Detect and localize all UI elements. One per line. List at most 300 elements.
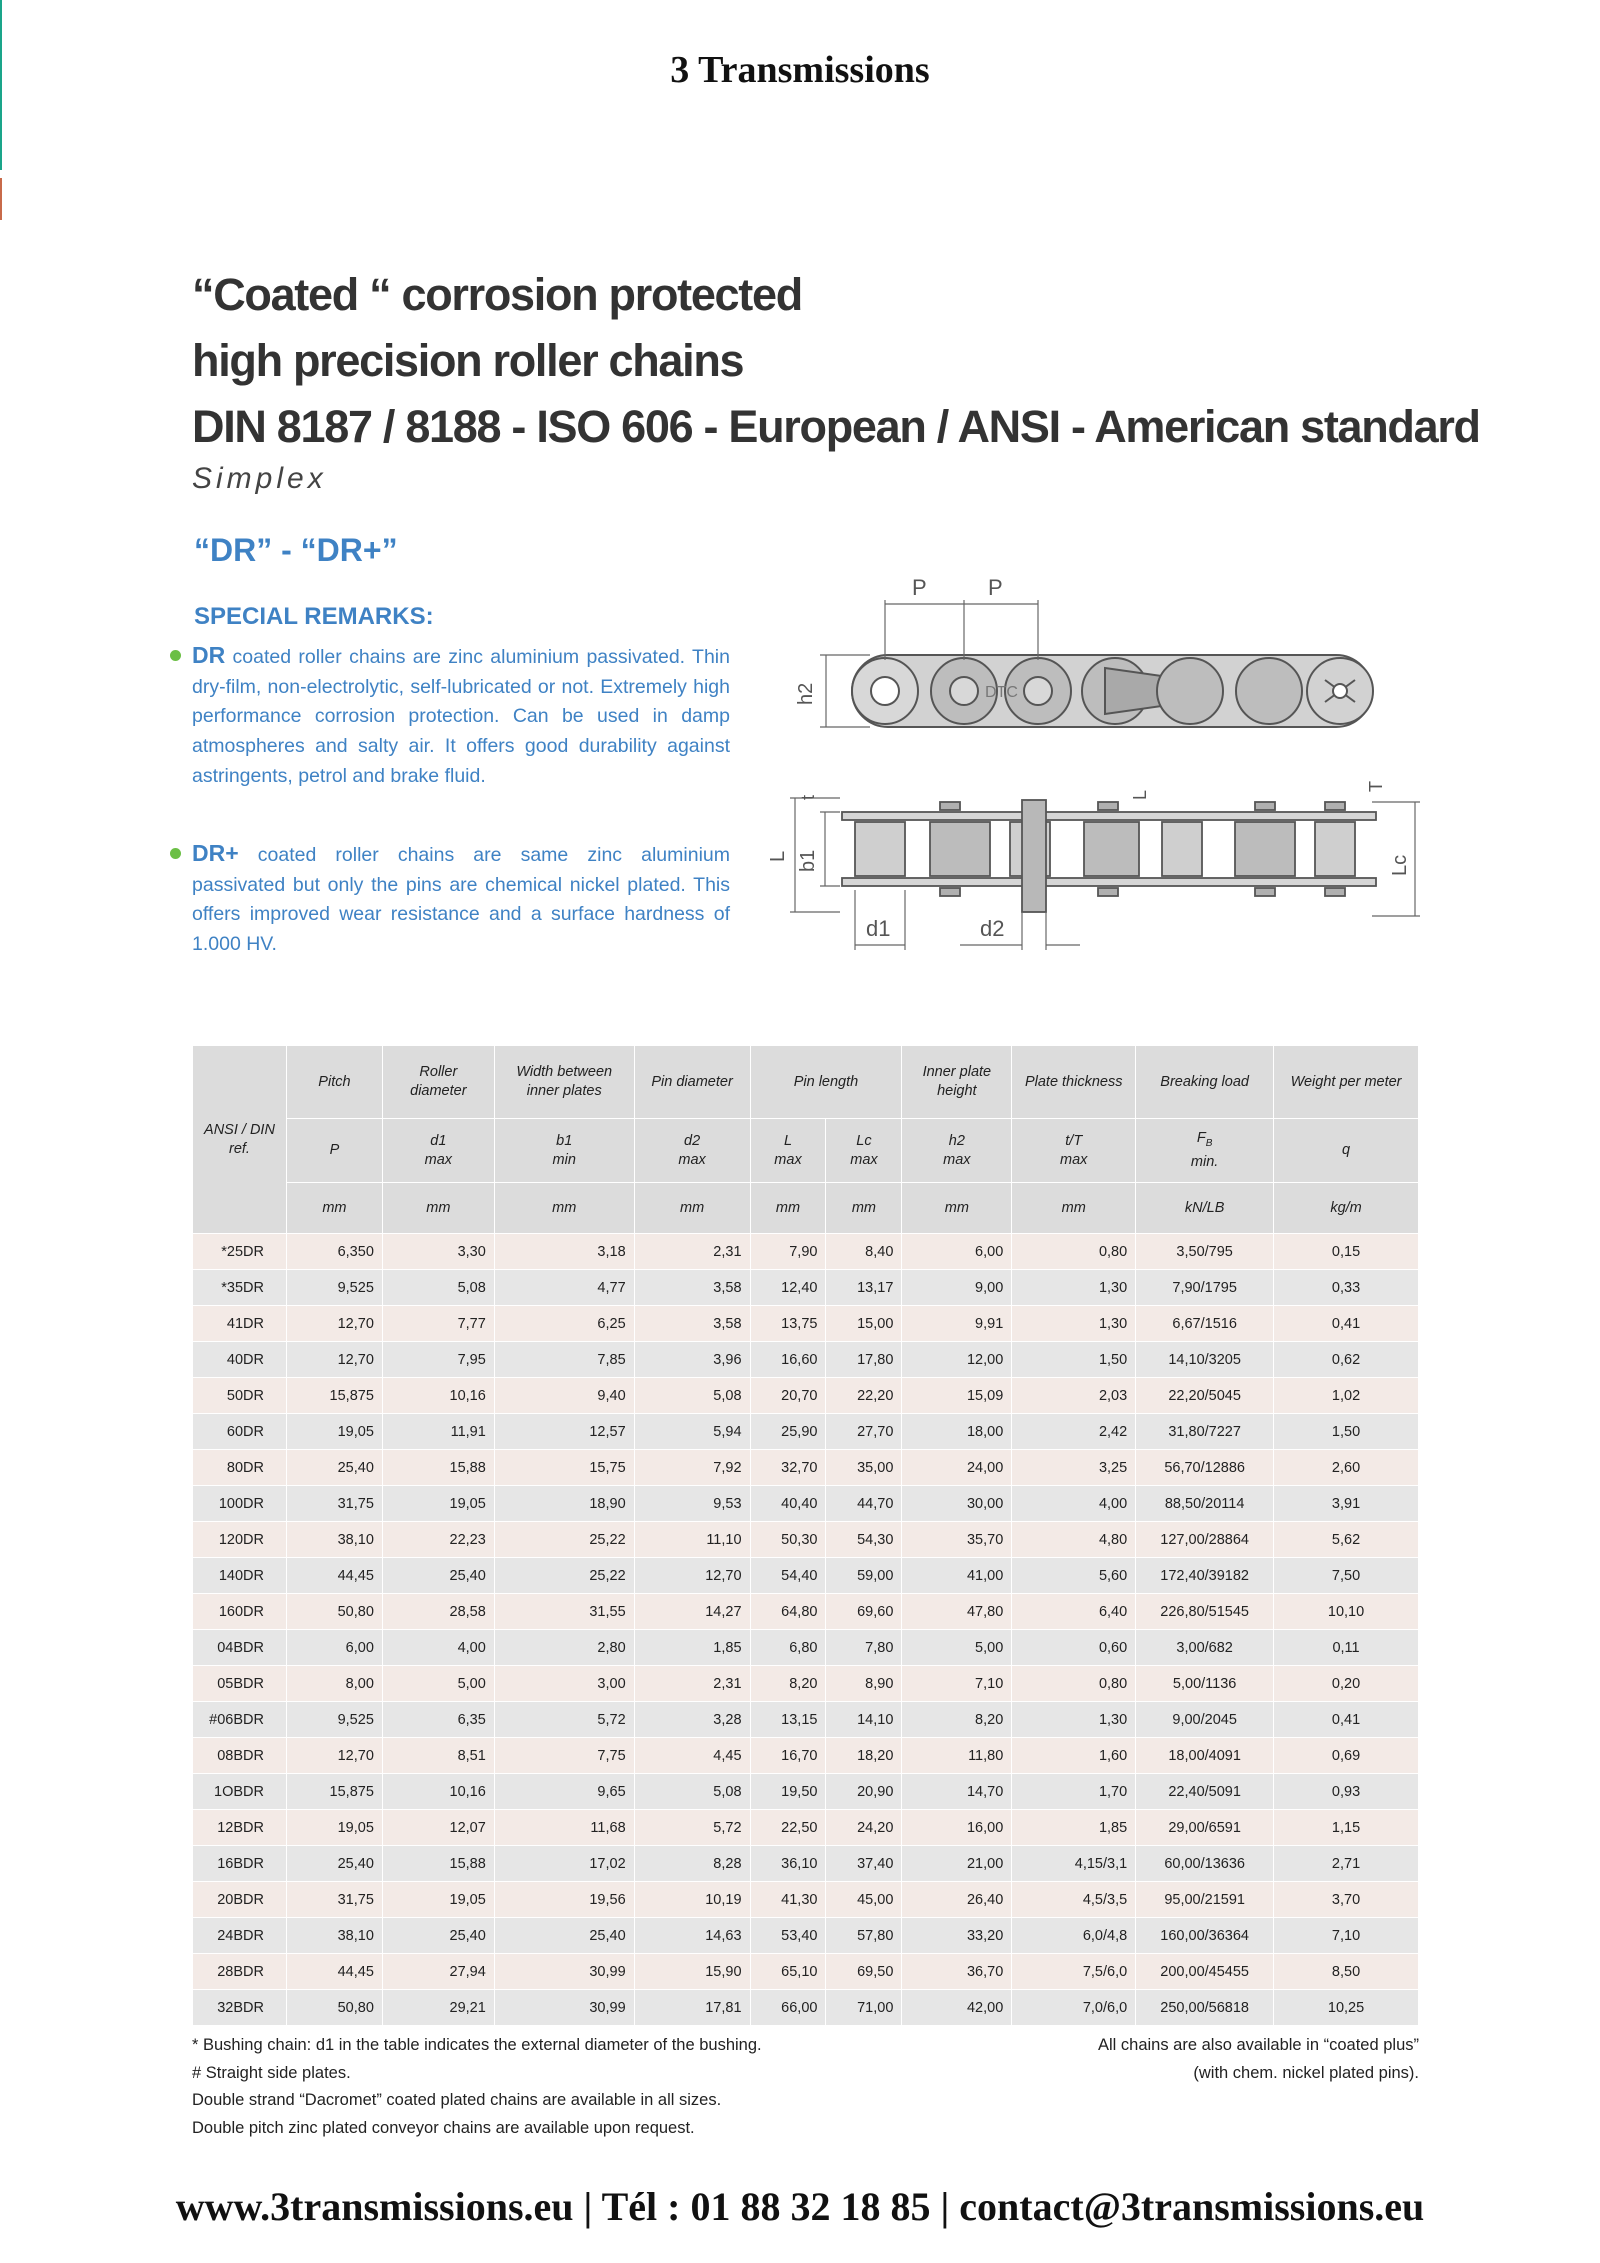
table-cell: 38,10	[286, 1918, 382, 1954]
table-cell: 4,00	[382, 1630, 494, 1666]
table-cell: 20,90	[826, 1774, 902, 1810]
col-width-header: Width between inner plates	[494, 1046, 634, 1119]
table-cell: 1,50	[1274, 1414, 1419, 1450]
table-cell: 15,875	[286, 1378, 382, 1414]
unit-cell: mm	[634, 1183, 750, 1234]
table-cell: 0,41	[1274, 1702, 1419, 1738]
table-cell: 9,91	[902, 1306, 1012, 1342]
chain-ref-cell: 04BDR	[193, 1630, 287, 1666]
col-pin-length-header: Pin length	[750, 1046, 902, 1119]
table-cell: 127,00/28864	[1136, 1522, 1274, 1558]
d2-label: d2	[980, 916, 1005, 941]
table-cell: 1,30	[1012, 1702, 1136, 1738]
table-cell: 44,70	[826, 1486, 902, 1522]
table-cell: 7,80	[826, 1630, 902, 1666]
table-cell: 19,50	[750, 1774, 826, 1810]
chain-types: “DR” - “DR+”	[194, 532, 398, 568]
table-row	[193, 1342, 1419, 1378]
table-cell: 18,00/4091	[1136, 1738, 1274, 1774]
table-cell: 15,88	[382, 1450, 494, 1486]
unit-cell: mm	[902, 1183, 1012, 1234]
table-row	[193, 1558, 1419, 1594]
footnote: Double pitch zinc plated conveyor chains are available upon request.	[192, 2118, 695, 2137]
table-cell: 29,00/6591	[1136, 1810, 1274, 1846]
table-cell: 5,08	[634, 1378, 750, 1414]
table-cell: 10,16	[382, 1378, 494, 1414]
heading-line-2: high precision roller chains	[192, 335, 744, 386]
table-cell: 25,22	[494, 1522, 634, 1558]
table-cell: 0,93	[1274, 1774, 1419, 1810]
table-cell: 1,30	[1012, 1270, 1136, 1306]
table-cell: 12,70	[286, 1738, 382, 1774]
table-cell: 1,60	[1012, 1738, 1136, 1774]
table-cell: 172,40/39182	[1136, 1558, 1274, 1594]
table-cell: 4,15/3,1	[1012, 1846, 1136, 1882]
table-cell: 36,70	[902, 1954, 1012, 1990]
table-cell: 36,10	[750, 1846, 826, 1882]
table-cell: 9,65	[494, 1774, 634, 1810]
table-cell: 5,60	[1012, 1558, 1136, 1594]
table-cell: 4,5/3,5	[1012, 1882, 1136, 1918]
chain-ref-cell: 40DR	[193, 1342, 287, 1378]
table-cell: 6,00	[286, 1630, 382, 1666]
table-cell: 8,90	[826, 1666, 902, 1702]
table-cell: 6,67/1516	[1136, 1306, 1274, 1342]
table-cell: 6,25	[494, 1306, 634, 1342]
table-cell: 12,40	[750, 1270, 826, 1306]
unit-cell: mm	[382, 1183, 494, 1234]
table-cell: 8,40	[826, 1234, 902, 1270]
table-row	[193, 1738, 1419, 1774]
table-cell: 31,55	[494, 1594, 634, 1630]
remark-text: coated roller chains are same zinc aluminium passivated but only the pins are chemical nickel plated. This offers improved wear resistance and a surface hardness of 1.000 HV.	[192, 844, 730, 956]
remarks-title: SPECIAL REMARKS:	[194, 603, 434, 630]
footnotes-left	[192, 2032, 762, 2142]
table-cell: 17,81	[634, 1990, 750, 2026]
table-cell: 1,85	[1012, 1810, 1136, 1846]
table-cell: 25,40	[286, 1846, 382, 1882]
table-cell: 1,30	[1012, 1306, 1136, 1342]
table-cell: 30,99	[494, 1990, 634, 2026]
b1-label: b1	[797, 849, 819, 872]
chain-ref-cell: 120DR	[193, 1522, 287, 1558]
table-cell: 18,90	[494, 1486, 634, 1522]
table-cell: 7,77	[382, 1306, 494, 1342]
table-cell: 0,60	[1012, 1630, 1136, 1666]
table-cell: 3,96	[634, 1342, 750, 1378]
remark-lead: DR	[192, 642, 226, 668]
heading-line-3: DIN 8187 / 8188 - ISO 606 - European / ANSI - American standard	[192, 401, 1480, 452]
table-cell: 0,41	[1274, 1306, 1419, 1342]
table-row	[193, 1810, 1419, 1846]
table-cell: 13,15	[750, 1702, 826, 1738]
footnote: All chains are also available in “coated plus”	[1097, 2036, 1419, 2054]
unit-cell: mm	[494, 1183, 634, 1234]
table-cell: 5,00	[902, 1630, 1012, 1666]
table-row	[193, 1486, 1419, 1522]
specification-table	[192, 1045, 1419, 2026]
table-cell: 3,30	[382, 1234, 494, 1270]
symbol-cell: P	[286, 1119, 382, 1183]
table-cell: 13,75	[750, 1306, 826, 1342]
chain-ref-cell: 140DR	[193, 1558, 287, 1594]
table-cell: 7,10	[1274, 1918, 1419, 1954]
table-cell: 7,92	[634, 1450, 750, 1486]
table-row	[193, 1882, 1419, 1918]
chain-diagram	[0, 0, 1600, 1000]
table-cell: 45,00	[826, 1882, 902, 1918]
table-cell: 24,20	[826, 1810, 902, 1846]
chain-ref-cell: 100DR	[193, 1486, 287, 1522]
table-cell: 22,50	[750, 1810, 826, 1846]
t-label: t	[798, 794, 818, 800]
table-cell: 2,80	[494, 1630, 634, 1666]
table-cell: 50,30	[750, 1522, 826, 1558]
table-cell: 1,02	[1274, 1378, 1419, 1414]
table-cell: 5,62	[1274, 1522, 1419, 1558]
pitch-label-1: P	[912, 575, 927, 600]
table-cell: 31,75	[286, 1882, 382, 1918]
table-cell: 7,85	[494, 1342, 634, 1378]
footnotes-right	[1098, 2032, 1419, 2087]
table-cell: 3,00/682	[1136, 1630, 1274, 1666]
table-cell: 4,00	[1012, 1486, 1136, 1522]
table-row	[193, 1306, 1419, 1342]
table-row	[193, 1918, 1419, 1954]
table-cell: 3,58	[634, 1306, 750, 1342]
table-cell: 65,10	[750, 1954, 826, 1990]
table-cell: 8,20	[902, 1702, 1012, 1738]
Lc-label: Lc	[1389, 854, 1411, 876]
chain-top-view	[842, 800, 1376, 912]
col-pin-header: Pin diameter	[634, 1046, 750, 1119]
table-cell: 3,70	[1274, 1882, 1419, 1918]
table-cell: 12,57	[494, 1414, 634, 1450]
table-cell: 8,20	[750, 1666, 826, 1702]
L-label: L	[767, 850, 789, 862]
l-top-label: L	[1130, 789, 1150, 800]
table-cell: 12,70	[286, 1306, 382, 1342]
table-cell: 14,70	[902, 1774, 1012, 1810]
table-cell: 1,50	[1012, 1342, 1136, 1378]
table-row	[193, 1666, 1419, 1702]
table-cell: 44,45	[286, 1954, 382, 1990]
chain-ref-cell: 24BDR	[193, 1918, 287, 1954]
table-cell: 2,31	[634, 1234, 750, 1270]
symbol-cell: b1 min	[494, 1119, 634, 1183]
table-cell: 30,00	[902, 1486, 1012, 1522]
table-cell: 69,50	[826, 1954, 902, 1990]
footer-contact: www.3transmissions.eu | Tél : 01 88 32 18 85 | contact@3transmissions.eu	[175, 2184, 1425, 2229]
table-cell: 66,00	[750, 1990, 826, 2026]
table-cell: 30,99	[494, 1954, 634, 1990]
table-cell: 2,31	[634, 1666, 750, 1702]
table-cell: 4,77	[494, 1270, 634, 1306]
table-cell: 31,80/7227	[1136, 1414, 1274, 1450]
chain-ref-cell: 32BDR	[193, 1990, 287, 2026]
chain-ref-cell: 20BDR	[193, 1882, 287, 1918]
table-cell: 3,58	[634, 1270, 750, 1306]
table-cell: 8,50	[1274, 1954, 1419, 1990]
table-cell: 5,72	[494, 1702, 634, 1738]
col-breaking-header: Breaking load	[1136, 1046, 1274, 1119]
table-cell: 5,00/1136	[1136, 1666, 1274, 1702]
chain-ref-cell: *35DR	[193, 1270, 287, 1306]
table-cell: 9,00/2045	[1136, 1702, 1274, 1738]
table-cell: 16,70	[750, 1738, 826, 1774]
table-cell: 15,88	[382, 1846, 494, 1882]
symbol-cell: Lc max	[826, 1119, 902, 1183]
table-cell: 4,80	[1012, 1522, 1136, 1558]
col-plate-height-header: Inner plate height	[902, 1046, 1012, 1119]
table-cell: 8,28	[634, 1846, 750, 1882]
table-cell: 31,75	[286, 1486, 382, 1522]
table-cell: 7,90	[750, 1234, 826, 1270]
unit-cell: mm	[1012, 1183, 1136, 1234]
chain-ref-cell: 28BDR	[193, 1954, 287, 1990]
symbol-cell: t/T max	[1012, 1119, 1136, 1183]
table-cell: 19,56	[494, 1882, 634, 1918]
chain-ref-cell: 80DR	[193, 1450, 287, 1486]
table-row	[193, 1954, 1419, 1990]
table-cell: 17,80	[826, 1342, 902, 1378]
table-cell: 35,00	[826, 1450, 902, 1486]
table-cell: 25,40	[286, 1450, 382, 1486]
table-cell: 5,94	[634, 1414, 750, 1450]
table-cell: 54,30	[826, 1522, 902, 1558]
table-cell: 19,05	[286, 1414, 382, 1450]
subtitle: Simplex	[192, 462, 327, 495]
table-cell: 7,75	[494, 1738, 634, 1774]
table-cell: 9,53	[634, 1486, 750, 1522]
table-cell: 16,60	[750, 1342, 826, 1378]
table-row	[193, 1774, 1419, 1810]
table-cell: 0,33	[1274, 1270, 1419, 1306]
table-cell: 54,40	[750, 1558, 826, 1594]
table-cell: 18,00	[902, 1414, 1012, 1450]
table-cell: 6,0/4,8	[1012, 1918, 1136, 1954]
table-cell: 12,70	[634, 1558, 750, 1594]
table-cell: 14,63	[634, 1918, 750, 1954]
chain-ref-cell: 160DR	[193, 1594, 287, 1630]
table-cell: 4,45	[634, 1738, 750, 1774]
table-cell: 6,40	[1012, 1594, 1136, 1630]
table-cell: 6,35	[382, 1702, 494, 1738]
table-cell: 17,02	[494, 1846, 634, 1882]
table-cell: 0,11	[1274, 1630, 1419, 1666]
unit-cell: kN/LB	[1136, 1183, 1274, 1234]
table-cell: 35,70	[902, 1522, 1012, 1558]
table-row	[193, 1702, 1419, 1738]
table-cell: 0,15	[1274, 1234, 1419, 1270]
table-cell: 47,80	[902, 1594, 1012, 1630]
table-cell: 3,25	[1012, 1450, 1136, 1486]
table-row	[193, 1414, 1419, 1450]
d1-label: d1	[866, 916, 891, 941]
T-label: T	[1366, 781, 1386, 792]
table-row	[193, 1846, 1419, 1882]
table-cell: 60,00/13636	[1136, 1846, 1274, 1882]
table-cell: 59,00	[826, 1558, 902, 1594]
table-row	[193, 1594, 1419, 1630]
table-cell: 22,23	[382, 1522, 494, 1558]
remark-lead: DR+	[192, 840, 239, 866]
table-cell: 3,28	[634, 1702, 750, 1738]
table-cell: 3,50/795	[1136, 1234, 1274, 1270]
table-cell: 41,30	[750, 1882, 826, 1918]
table-cell: 15,875	[286, 1774, 382, 1810]
col-pitch-header: Pitch	[286, 1046, 382, 1119]
table-cell: 22,20/5045	[1136, 1378, 1274, 1414]
table-cell: 5,08	[382, 1270, 494, 1306]
table-cell: 2,03	[1012, 1378, 1136, 1414]
table-cell: 38,10	[286, 1522, 382, 1558]
table-cell: 7,95	[382, 1342, 494, 1378]
table-cell: 0,80	[1012, 1234, 1136, 1270]
table-cell: 2,42	[1012, 1414, 1136, 1450]
brand-mark: DTC	[985, 684, 1018, 701]
table-cell: 226,80/51545	[1136, 1594, 1274, 1630]
table-cell: 11,68	[494, 1810, 634, 1846]
chain-ref-cell: #06BDR	[193, 1702, 287, 1738]
symbol-cell: h2 max	[902, 1119, 1012, 1183]
table-cell: 41,00	[902, 1558, 1012, 1594]
table-cell: 10,25	[1274, 1990, 1419, 2026]
table-cell: 11,10	[634, 1522, 750, 1558]
chain-ref-cell: 41DR	[193, 1306, 287, 1342]
table-cell: 25,40	[382, 1558, 494, 1594]
table-cell: 11,80	[902, 1738, 1012, 1774]
table-cell: 5,72	[634, 1810, 750, 1846]
table-cell: 33,20	[902, 1918, 1012, 1954]
table-cell: 6,350	[286, 1234, 382, 1270]
table-cell: 7,90/1795	[1136, 1270, 1274, 1306]
table-cell: 14,10	[826, 1702, 902, 1738]
table-cell: 21,00	[902, 1846, 1012, 1882]
company-header: 3 Transmissions	[670, 49, 930, 91]
table-cell: 5,08	[634, 1774, 750, 1810]
table-cell: 25,40	[494, 1918, 634, 1954]
table-cell: 14,10/3205	[1136, 1342, 1274, 1378]
table-row	[193, 1378, 1419, 1414]
table-cell: 29,21	[382, 1990, 494, 2026]
table-cell: 7,50	[1274, 1558, 1419, 1594]
table-cell: 88,50/20114	[1136, 1486, 1274, 1522]
table-cell: 1,85	[634, 1630, 750, 1666]
unit-cell: kg/m	[1274, 1183, 1419, 1234]
col-weight-header: Weight per meter	[1274, 1046, 1419, 1119]
table-cell: 42,00	[902, 1990, 1012, 2026]
unit-cell: mm	[826, 1183, 902, 1234]
table-cell: 3,00	[494, 1666, 634, 1702]
table-cell: 6,00	[902, 1234, 1012, 1270]
table-cell: 50,80	[286, 1990, 382, 2026]
table-cell: 8,00	[286, 1666, 382, 1702]
table-cell: 10,10	[1274, 1594, 1419, 1630]
table-cell: 40,40	[750, 1486, 826, 1522]
pitch-label-2: P	[988, 575, 1003, 600]
table-cell: 6,80	[750, 1630, 826, 1666]
table-cell: 10,16	[382, 1774, 494, 1810]
table-cell: 19,05	[286, 1810, 382, 1846]
table-cell: 2,60	[1274, 1450, 1419, 1486]
table-cell: 53,40	[750, 1918, 826, 1954]
table-cell: 3,91	[1274, 1486, 1419, 1522]
h2-label: h2	[795, 682, 817, 705]
table-cell: 0,20	[1274, 1666, 1419, 1702]
table-cell: 12,07	[382, 1810, 494, 1846]
table-cell: 22,20	[826, 1378, 902, 1414]
table-cell: 14,27	[634, 1594, 750, 1630]
table-cell: 12,70	[286, 1342, 382, 1378]
chain-ref-cell: *25DR	[193, 1234, 287, 1270]
table-cell: 56,70/12886	[1136, 1450, 1274, 1486]
symbol-cell: q	[1274, 1119, 1419, 1183]
heading-line-1: “Coated “ corrosion protected	[192, 269, 802, 320]
table-cell: 95,00/21591	[1136, 1882, 1274, 1918]
table-cell: 1,70	[1012, 1774, 1136, 1810]
table-cell: 8,51	[382, 1738, 494, 1774]
table-cell: 71,00	[826, 1990, 902, 2026]
table-cell: 15,90	[634, 1954, 750, 1990]
table-cell: 0,62	[1274, 1342, 1419, 1378]
table-cell: 15,75	[494, 1450, 634, 1486]
table-cell: 27,94	[382, 1954, 494, 1990]
table-cell: 15,00	[826, 1306, 902, 1342]
table-cell: 5,00	[382, 1666, 494, 1702]
table-cell: 28,58	[382, 1594, 494, 1630]
table-cell: 69,60	[826, 1594, 902, 1630]
unit-cell: mm	[286, 1183, 382, 1234]
table-cell: 12,00	[902, 1342, 1012, 1378]
table-cell: 25,40	[382, 1918, 494, 1954]
table-cell: 0,80	[1012, 1666, 1136, 1702]
table-cell: 32,70	[750, 1450, 826, 1486]
table-row	[193, 1990, 1419, 2026]
table-row	[193, 1450, 1419, 1486]
footnote: Double strand “Dacromet” coated plated chains are available in all sizes.	[192, 2091, 722, 2109]
table-cell: 7,0/6,0	[1012, 1990, 1136, 2026]
table-cell: 9,525	[286, 1270, 382, 1306]
table-cell: 9,40	[494, 1378, 634, 1414]
table-row	[193, 1270, 1419, 1306]
table-cell: 25,22	[494, 1558, 634, 1594]
table-cell: 57,80	[826, 1918, 902, 1954]
table-row	[193, 1630, 1419, 1666]
table-cell: 7,10	[902, 1666, 1012, 1702]
col-ref-header: ANSI / DIN ref.	[193, 1046, 287, 1234]
unit-cell: mm	[750, 1183, 826, 1234]
table-cell: 13,17	[826, 1270, 902, 1306]
table-cell: 19,05	[382, 1882, 494, 1918]
symbol-cell: $F_B$ min.	[1136, 1119, 1274, 1183]
table-header	[193, 1046, 1419, 1234]
table-cell: 19,05	[382, 1486, 494, 1522]
table-cell: 27,70	[826, 1414, 902, 1450]
symbol-cell: d2 max	[634, 1119, 750, 1183]
table-cell: 250,00/56818	[1136, 1990, 1274, 2026]
table-body	[193, 1234, 1419, 2026]
footnote: (with chem. nickel plated pins).	[1193, 2063, 1419, 2082]
chain-ref-cell: 60DR	[193, 1414, 287, 1450]
table-cell: 1,15	[1274, 1810, 1419, 1846]
table-cell: 9,00	[902, 1270, 1012, 1306]
chain-ref-cell: 08BDR	[193, 1738, 287, 1774]
remark-text: coated roller chains are zinc aluminium passivated. Thin dry-film, non-electrolytic, self-lubricated or not. Extremely high performance corrosion protection. Can be used in damp atmospheres and salty air. It offers good durability against astringents, petrol and brake fluid.	[192, 646, 730, 787]
col-plate-thickness-header: Plate thickness	[1012, 1046, 1136, 1119]
chain-ref-cell: 1OBDR	[193, 1774, 287, 1810]
table-row	[193, 1234, 1419, 1270]
